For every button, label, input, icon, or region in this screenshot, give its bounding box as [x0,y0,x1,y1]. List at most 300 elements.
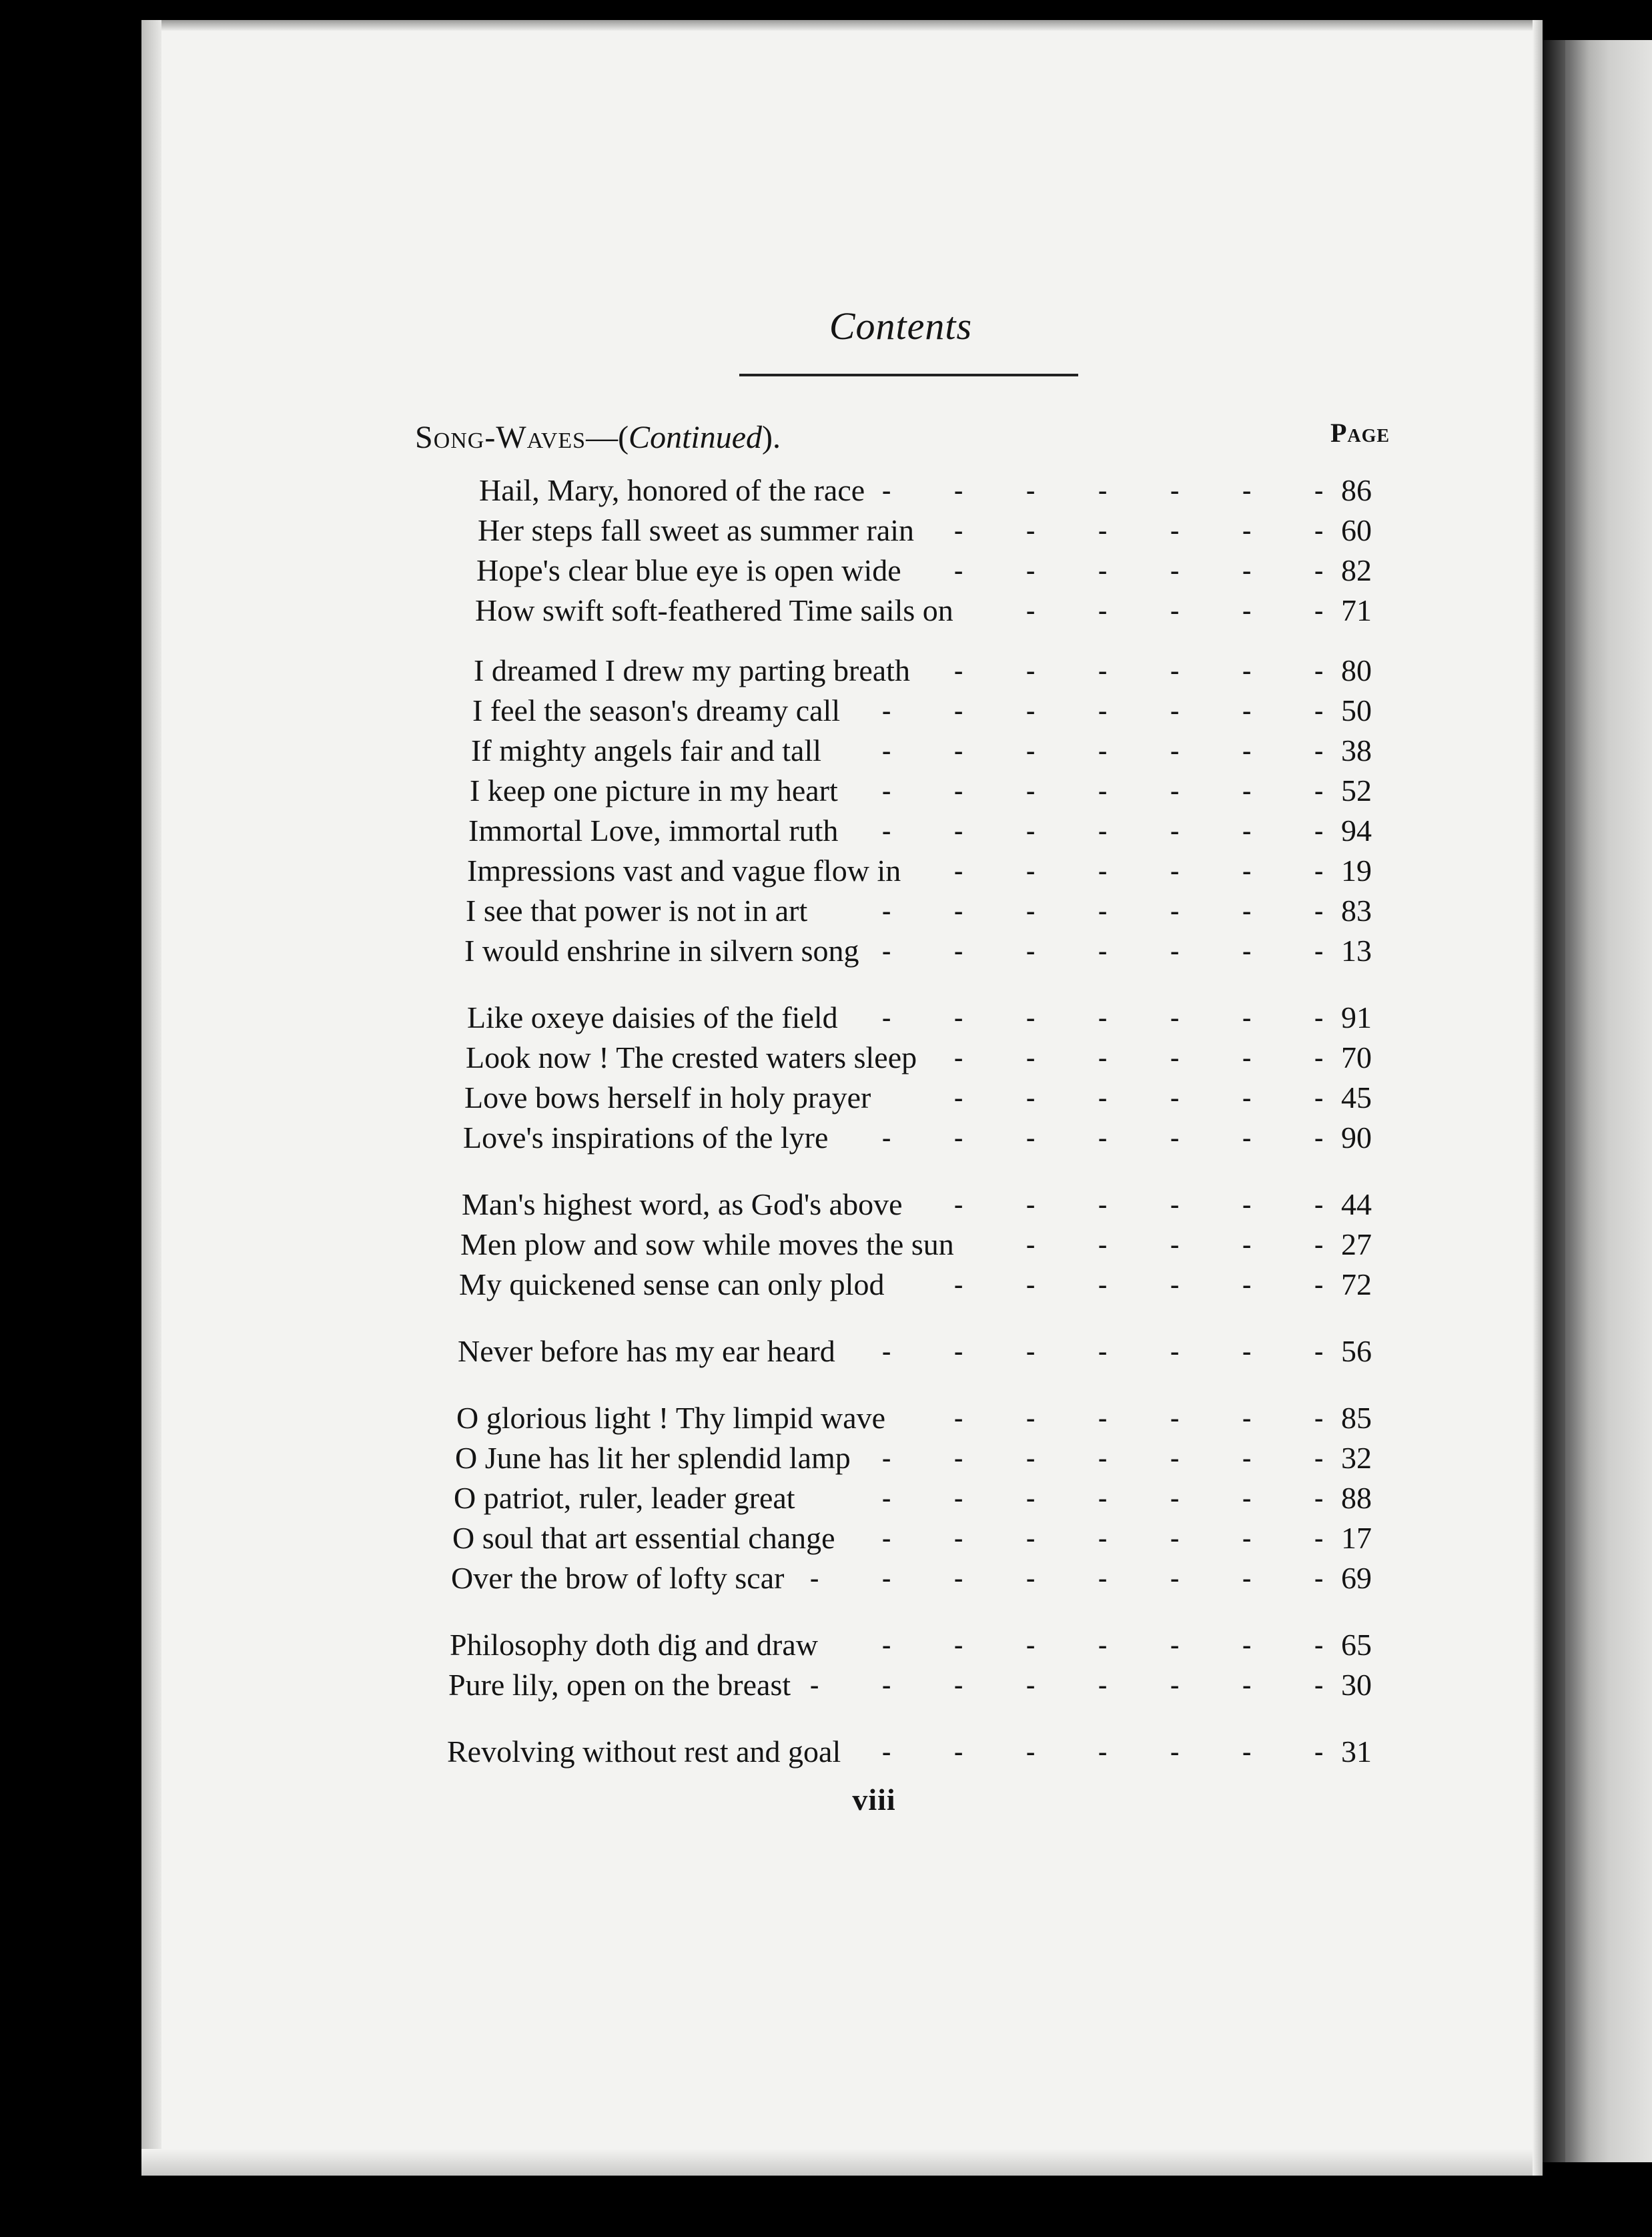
leader-dot: - [1098,1670,1108,1700]
leader-dot: - [954,1002,963,1032]
leader-dot: - [954,515,963,545]
leader-dot: - [954,1523,963,1553]
leader-dot: - [1314,1736,1324,1767]
leader-dot: - [954,1443,963,1473]
leader-dot: - [1314,1269,1324,1299]
leader-dot: - [882,1563,891,1593]
leader-dot: - [1026,856,1036,886]
leader-dot: - [1242,1563,1252,1593]
entry-leader-dots [466,891,1328,931]
entry-leader-dots [478,511,1328,551]
leader-dot: - [1098,1403,1108,1433]
leader-dot: - [1098,595,1108,625]
contents-entry [460,1225,1401,1265]
leader-dot: - [1026,1443,1036,1473]
entry-title: I would enshrine in silvern song [464,934,859,968]
leader-dot: - [1098,1563,1108,1593]
leader-dot: - [954,1082,963,1112]
contents-entry [452,1518,1401,1558]
leader-dot: - [1314,555,1324,585]
entry-page-number: 80 [1341,653,1372,687]
leader-dot: - [1170,735,1180,765]
leader-dot: - [1242,1523,1252,1553]
section-continued: Continued [629,420,763,455]
section-dash: —( [586,420,629,455]
leader-dot: - [1170,1269,1180,1299]
contents-entry [447,1732,1401,1772]
leader-dot: - [882,695,891,725]
leader-dot: - [1026,936,1036,966]
leader-dot: - [882,1670,891,1700]
leader-dot: - [1098,856,1108,886]
leader-dot: - [954,1269,963,1299]
leader-dot: - [1314,655,1324,685]
leader-dot: - [954,695,963,725]
leader-dot: - [1170,1189,1180,1219]
entry-page-number: 19 [1341,854,1372,888]
leader-dot: - [1026,1336,1036,1366]
leader-dot: - [954,896,963,926]
leader-dot: - [954,735,963,765]
leader-dot: - [954,475,963,505]
leader-dot: - [1098,655,1108,685]
entry-leader-dots [467,998,1328,1038]
entry-title: Philosophy doth dig and draw [450,1628,818,1662]
leader-dot: - [1098,1189,1108,1219]
contents-entry [479,470,1401,511]
entry-page-number: 30 [1341,1668,1372,1702]
entry-leader-dots [476,551,1328,591]
entry-leader-dots [463,1118,1328,1158]
leader-dot: - [1314,1670,1324,1700]
leader-dot: - [1314,936,1324,966]
entry-page-number: 82 [1341,553,1372,587]
leader-dot: - [1098,1269,1108,1299]
entry-title: If mighty angels fair and tall [471,733,822,767]
leader-dot: - [1242,555,1252,585]
leader-dot: - [1026,1189,1036,1219]
entry-title: I keep one picture in my heart [470,773,838,808]
leader-dot: - [1314,1042,1324,1072]
leader-dot: - [1098,1443,1108,1473]
leader-dot: - [1170,856,1180,886]
contents-entry [459,1265,1401,1305]
contents-entry [450,1625,1401,1665]
leader-dot: - [1026,1736,1036,1767]
entry-leader-dots [462,1185,1328,1225]
leader-dot: - [1170,1123,1180,1153]
leader-dot: - [954,775,963,806]
leader-dot: - [1170,1042,1180,1072]
leader-dot: - [1242,816,1252,846]
leader-dot: - [1242,655,1252,685]
leader-dot: - [1314,816,1324,846]
leader-dot: - [1314,595,1324,625]
entry-page-number: 52 [1341,773,1372,808]
entry-title: I dreamed I drew my parting breath [474,653,910,687]
contents-entry [455,1438,1401,1478]
leader-dot: - [1242,1229,1252,1259]
leader-dot: - [1242,1336,1252,1366]
contents-entry [476,551,1401,591]
entry-title: Her steps fall sweet as summer rain [478,513,915,547]
entry-page-number: 94 [1341,814,1372,848]
leader-dot: - [1314,1082,1324,1112]
entry-title: I see that power is not in art [466,894,808,928]
leader-dot: - [1242,1269,1252,1299]
contents-entry [468,811,1401,851]
leader-dot: - [1026,655,1036,685]
contents-entry [464,931,1401,971]
leader-dot: - [882,1123,891,1153]
entry-leader-dots [472,691,1328,731]
entry-leader-dots [464,1078,1328,1118]
entry-page-number: 85 [1341,1401,1372,1435]
leader-dot: - [1314,1002,1324,1032]
leader-dot: - [1170,595,1180,625]
leader-dot: - [954,1123,963,1153]
entry-title: Men plow and sow while moves the sun [460,1227,954,1261]
leader-dot: - [882,1736,891,1767]
leader-dot: - [882,1443,891,1473]
leader-dot: - [1314,735,1324,765]
entry-leader-dots [451,1558,1328,1598]
contents-entry [466,1038,1401,1078]
leader-dot: - [1314,1630,1324,1660]
leader-dot: - [1170,655,1180,685]
entry-leader-dots [459,1265,1328,1305]
leader-dot: - [1170,1523,1180,1553]
entry-leader-dots [452,1518,1328,1558]
leader-dot: - [1098,475,1108,505]
entry-page-number: 13 [1341,934,1372,968]
entry-leader-dots [474,651,1328,691]
leader-dot: - [1314,1483,1324,1513]
leader-dot: - [954,1336,963,1366]
leader-dot: - [1098,1630,1108,1660]
contents-entry [472,691,1401,731]
leader-dot: - [1026,1229,1036,1259]
leader-dot: - [1170,1336,1180,1366]
leader-dot: - [882,475,891,505]
entry-title: Hope's clear blue eye is open wide [476,553,901,587]
leader-dot: - [1098,695,1108,725]
leader-dot: - [1026,1042,1036,1072]
leader-dot: - [1026,555,1036,585]
leader-dot: - [1026,775,1036,806]
entry-title: Immortal Love, immortal ruth [468,814,839,848]
leader-dot: - [1098,1042,1108,1072]
leader-dot: - [954,1403,963,1433]
leader-dot: - [1314,856,1324,886]
leader-dot: - [1098,936,1108,966]
leader-dot: - [1242,475,1252,505]
leader-dot: - [1170,1082,1180,1112]
leader-dot: - [1170,775,1180,806]
leader-dot: - [1026,695,1036,725]
leader-dot: - [1242,695,1252,725]
leader-dot: - [1242,1630,1252,1660]
leader-dot: - [1098,1002,1108,1032]
leader-dot: - [1242,1082,1252,1112]
leader-dot: - [954,856,963,886]
leader-dot: - [1242,1189,1252,1219]
leader-dot: - [1242,1736,1252,1767]
leader-dot: - [1242,936,1252,966]
entry-leader-dots [460,1225,1328,1265]
leader-dot: - [1170,1229,1180,1259]
entry-page-number: 38 [1341,733,1372,767]
leader-dot: - [882,1523,891,1553]
leader-dot: - [1314,1403,1324,1433]
entry-title: Love's inspirations of the lyre [463,1121,829,1155]
entry-title: Revolving without rest and goal [447,1734,841,1769]
leader-dot: - [1026,1670,1036,1700]
folio: viii [852,1783,896,1817]
leader-dot: - [1026,1123,1036,1153]
entry-leader-dots [470,771,1328,811]
leader-dot: - [1098,555,1108,585]
entry-title: How swift soft-feathered Time sails on [475,593,953,627]
leader-dot: - [810,1563,819,1593]
leader-dot: - [1098,775,1108,806]
entry-page-number: 50 [1341,693,1372,727]
leader-dot: - [882,1002,891,1032]
leader-dot: - [1170,1483,1180,1513]
leader-dot: - [954,1483,963,1513]
leader-dot: - [1098,735,1108,765]
leader-dot: - [1170,816,1180,846]
entry-title: O soul that art essential change [452,1521,835,1555]
section-name: Song-Waves [415,420,586,455]
contents-entry [467,851,1401,891]
leader-dot: - [1314,1189,1324,1219]
entry-leader-dots [447,1732,1328,1772]
entry-page-number: 86 [1341,473,1372,507]
leader-dot: - [1242,595,1252,625]
page-column-header: Page [1330,418,1390,448]
leader-dot: - [1026,1082,1036,1112]
entry-leader-dots [471,731,1328,771]
contents-entry [466,891,1401,931]
entry-leader-dots [448,1665,1328,1705]
leader-dot: - [954,1630,963,1660]
leader-dot: - [1098,896,1108,926]
leader-dot: - [1170,695,1180,725]
leader-dot: - [954,555,963,585]
entry-title: Love bows herself in holy prayer [464,1080,871,1114]
contents-entry [467,998,1401,1038]
entry-page-number: 72 [1341,1267,1372,1301]
entry-title: Like oxeye daisies of the field [467,1000,838,1034]
leader-dot: - [1314,1336,1324,1366]
leader-dot: - [1170,1736,1180,1767]
leader-dot: - [1242,1002,1252,1032]
entry-page-number: 71 [1341,593,1372,627]
leader-dot: - [954,1736,963,1767]
leader-dot: - [882,775,891,806]
leader-dot: - [1242,775,1252,806]
leader-dot: - [1242,1670,1252,1700]
leader-dot: - [1314,1563,1324,1593]
entry-page-number: 65 [1341,1628,1372,1662]
entry-title: Man's highest word, as God's above [462,1187,903,1221]
entry-page-number: 56 [1341,1334,1372,1368]
leader-dot: - [1170,475,1180,505]
entry-title: I feel the season's dreamy call [472,693,841,727]
leader-dot: - [1170,1002,1180,1032]
entry-leader-dots [455,1438,1328,1478]
contents-heading: Contents [829,304,973,348]
leader-dot: - [954,655,963,685]
contents-entry [471,731,1401,771]
leader-dot: - [1098,1523,1108,1553]
leader-dot: - [1314,695,1324,725]
entry-title: O June has lit her splendid lamp [455,1441,851,1475]
leader-dot: - [1026,1483,1036,1513]
contents-entry [454,1478,1401,1518]
leader-dot: - [1026,1563,1036,1593]
entry-title: O glorious light ! Thy limpid wave [456,1401,886,1435]
leader-dot: - [1242,856,1252,886]
contents-entry [478,511,1401,551]
leader-dot: - [1242,1443,1252,1473]
leader-dot: - [1098,1229,1108,1259]
leader-dot: - [1026,595,1036,625]
entry-page-number: 17 [1341,1521,1372,1555]
entry-leader-dots [458,1331,1328,1371]
leader-dot: - [1170,1443,1180,1473]
leader-dot: - [1170,896,1180,926]
leader-dot: - [1170,1630,1180,1660]
leader-dot: - [1026,896,1036,926]
leader-dot: - [1026,1002,1036,1032]
entry-title: Impressions vast and vague flow in [467,854,901,888]
entry-page-number: 27 [1341,1227,1372,1261]
entry-leader-dots [456,1398,1328,1438]
contents-entry [463,1118,1401,1158]
leader-dot: - [954,1670,963,1700]
leader-dot: - [954,1042,963,1072]
entry-page-number: 91 [1341,1000,1372,1034]
leader-dot: - [1098,515,1108,545]
contents-entry [464,1078,1401,1118]
leader-dot: - [1098,1082,1108,1112]
contents-entry [470,771,1401,811]
entry-leader-dots [464,931,1328,971]
leader-dot: - [882,816,891,846]
leader-dot: - [1098,1736,1108,1767]
entry-page-number: 31 [1341,1734,1372,1769]
leader-dot: - [1098,1336,1108,1366]
leader-dot: - [1314,896,1324,926]
leader-dot: - [1098,1123,1108,1153]
leader-dot: - [1314,775,1324,806]
contents-entry [448,1665,1401,1705]
contents-entry [458,1331,1401,1371]
leader-dot: - [1026,475,1036,505]
entry-title: O patriot, ruler, leader great [454,1481,795,1515]
leader-dot: - [1242,1123,1252,1153]
leader-dot: - [1314,1229,1324,1259]
entry-title: Never before has my ear heard [458,1334,835,1368]
leader-dot: - [1026,735,1036,765]
leader-dot: - [1170,1563,1180,1593]
entry-page-number: 45 [1341,1080,1372,1114]
entry-page-number: 44 [1341,1187,1372,1221]
section-close: ). [762,420,781,455]
leader-dot: - [1026,1269,1036,1299]
leader-dot: - [1170,936,1180,966]
contents-entry [451,1558,1401,1598]
entry-page-number: 70 [1341,1040,1372,1074]
leader-dot: - [1242,515,1252,545]
leader-dot: - [882,936,891,966]
leader-dot: - [1170,555,1180,585]
contents-entry [474,651,1401,691]
contents-entry [462,1185,1401,1225]
entry-leader-dots [454,1478,1328,1518]
entry-page-number: 90 [1341,1121,1372,1155]
entry-title: My quickened sense can only plod [459,1267,885,1301]
leader-dot: - [1026,1630,1036,1660]
entry-page-number: 60 [1341,513,1372,547]
leader-dot: - [1242,896,1252,926]
entry-title: Over the brow of lofty scar [451,1561,785,1595]
leader-dot: - [1242,1483,1252,1513]
entry-title: Hail, Mary, honored of the race [479,473,865,507]
contents-entry [456,1398,1401,1438]
leader-dot: - [1170,1670,1180,1700]
leader-dot: - [1170,1403,1180,1433]
leader-dot: - [1026,515,1036,545]
leader-dot: - [1242,1403,1252,1433]
entry-leader-dots [450,1625,1328,1665]
leader-dot: - [882,1483,891,1513]
leader-dot: - [882,1336,891,1366]
entry-title: Look now ! The crested waters sleep [466,1040,917,1074]
leader-dot: - [1314,1123,1324,1153]
leader-dot: - [1026,1523,1036,1553]
leader-dot: - [954,1189,963,1219]
leader-dot: - [1242,735,1252,765]
entry-leader-dots [467,851,1328,891]
entry-leader-dots [479,470,1328,511]
entry-page-number: 88 [1341,1481,1372,1515]
leader-dot: - [1170,515,1180,545]
entry-leader-dots [475,591,1328,631]
leader-dot: - [810,1670,819,1700]
leader-dot: - [954,1563,963,1593]
leader-dot: - [1098,816,1108,846]
entry-leader-dots [466,1038,1328,1078]
leader-dot: - [1314,515,1324,545]
leader-dot: - [1314,1523,1324,1553]
leader-dot: - [1314,1443,1324,1473]
leader-dot: - [954,816,963,846]
entry-page-number: 32 [1341,1441,1372,1475]
leader-dot: - [1026,816,1036,846]
contents-entry [475,591,1401,631]
leader-dot: - [882,1630,891,1660]
entry-leader-dots [468,811,1328,851]
leader-dot: - [1314,475,1324,505]
entry-page-number: 69 [1341,1561,1372,1595]
leader-dot: - [882,735,891,765]
leader-dot: - [1242,1042,1252,1072]
leader-dot: - [882,896,891,926]
entry-title: Pure lily, open on the breast [448,1668,791,1702]
